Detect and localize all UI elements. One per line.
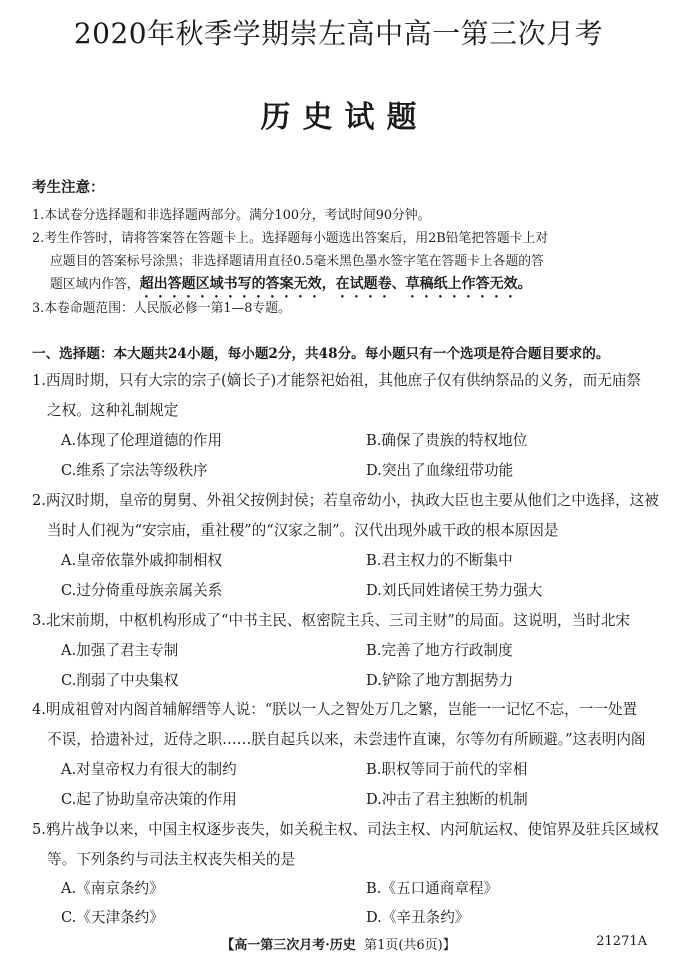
question-1-stem: 1.西周时期，只有大宗的宗子(嫡长子)才能祭祀始祖，其他庶子仅有供纳祭品的义务，而无庙祭 (32, 372, 642, 389)
paper-code: 21271A (596, 934, 647, 949)
notice-line-1: 1.本试卷分选择题和非选择题两部分。满分100分，考试时间90分钟。 (32, 208, 431, 223)
question-1-option-d: D.突出了血缘纽带功能 (366, 462, 514, 479)
notice-line-2-cont: 应题目的答案标号涂黑；非选择题请用直径0.5毫米黑色墨水签字笔在答题卡上各题的答 (50, 254, 544, 269)
notice-line-3: 3.本卷命题范围：人民版必修一第1—8专题。 (32, 301, 291, 316)
section-heading: 一、选择题：本大题共24小题，每小题2分，共48分。每小题只有一个选项是符合题目要求的。 (32, 346, 610, 362)
question-2-option-c: C.过分倚重母族亲属关系 (61, 582, 223, 599)
notice-line-2: 2.考生作答时，请将答案答在答题卡上。选择题每小题选出答案后，用2B铅笔把答题卡上对 (32, 231, 549, 246)
question-1-option-a: A.体现了伦理道德的作用 (61, 432, 223, 449)
question-3-option-d: D.铲除了地方割据势力 (366, 672, 514, 689)
question-3-option-b: B.完善了地方行政制度 (366, 642, 513, 659)
question-3-stem: 3.北宋前期，中枢机构形成了“中书主民、枢密院主兵、三司主财”的局面。这说明，当时北宋 (32, 612, 631, 629)
question-2-option-a: A.皇帝依靠外戚抑制相权 (61, 552, 223, 569)
question-1-option-b: B.确保了贵族的特权地位 (366, 432, 528, 449)
question-1-stem-cont: 之权。这种礼制规定 (47, 402, 179, 419)
question-5-stem: 5.鸦片战争以来，中国主权逐步丧失，如关税主权、司法主权、内河航运权、使馆界及驻兵区域权 (32, 821, 659, 838)
question-5-option-c: C.《天津条约》 (61, 909, 164, 926)
question-5-stem-cont: 等。下列条约与司法主权丧失相关的是 (47, 851, 296, 868)
footer-page-number: 第1页(共6页)】 (364, 938, 456, 953)
question-1-option-c: C.维系了宗法等级秩序 (61, 462, 208, 479)
notice-emphasis: 超出答题区域书写的答案无效，在试题卷、草稿纸上作答无效。 (139, 276, 532, 292)
question-3-option-a: A.加强了君主专制 (61, 642, 179, 659)
question-2-option-d: D.刘氏同姓诸侯王势力强大 (366, 582, 543, 599)
question-3-option-c: C.削弱了中央集权 (61, 672, 179, 689)
notice-line-2-tail: 题区域内作答， (50, 277, 140, 292)
question-5-option-d: D.《辛丑条约》 (366, 909, 470, 926)
notice-heading: 考生注意： (32, 179, 105, 196)
footer-exam-name: 【高一第三次月考 (221, 938, 326, 953)
question-5-option-b: B.《五口通商章程》 (366, 880, 499, 897)
question-2-stem: 2.两汉时期，皇帝的舅舅、外祖父按例封侯；若皇帝幼小，执政大臣也主要从他们之中选择，这被 (32, 492, 659, 509)
question-4-option-c: C.起了协助皇帝决策的作用 (61, 791, 237, 808)
exam-title: 2020年秋季学期崇左高中高一第三次月考 (73, 17, 604, 50)
question-4-stem-cont: 不误，拾遗补过，近侍之职……朕自起兵以来，未尝违忤直谏，尔等勿有所顾避。”这表明内阁 (47, 731, 646, 748)
question-4-option-a: A.对皇帝权力有很大的制约 (61, 761, 237, 778)
question-4-stem: 4.明成祖曾对内阁首辅解缙等人说：“朕以一人之智处万几之繁，岂能一一记忆不忘，一一处置 (32, 701, 638, 718)
question-4-option-d: D.冲击了君主独断的机制 (366, 791, 528, 808)
question-4-option-b: B.职权等同于前代的宰相 (366, 761, 528, 778)
footer-separator: · (325, 938, 330, 953)
question-2-option-b: B.君主权力的不断集中 (366, 552, 513, 569)
page-footer-label (0, 934, 677, 953)
question-2-stem-cont: 当时人们视为“安宗庙，重社稷”的“汉家之制”。汉代出现外戚干政的根本原因是 (47, 522, 559, 539)
subject-title: 历史试题 (260, 100, 429, 135)
footer-subject: 历史 (329, 938, 356, 953)
question-5-option-a: A.《南京条约》 (61, 880, 164, 897)
